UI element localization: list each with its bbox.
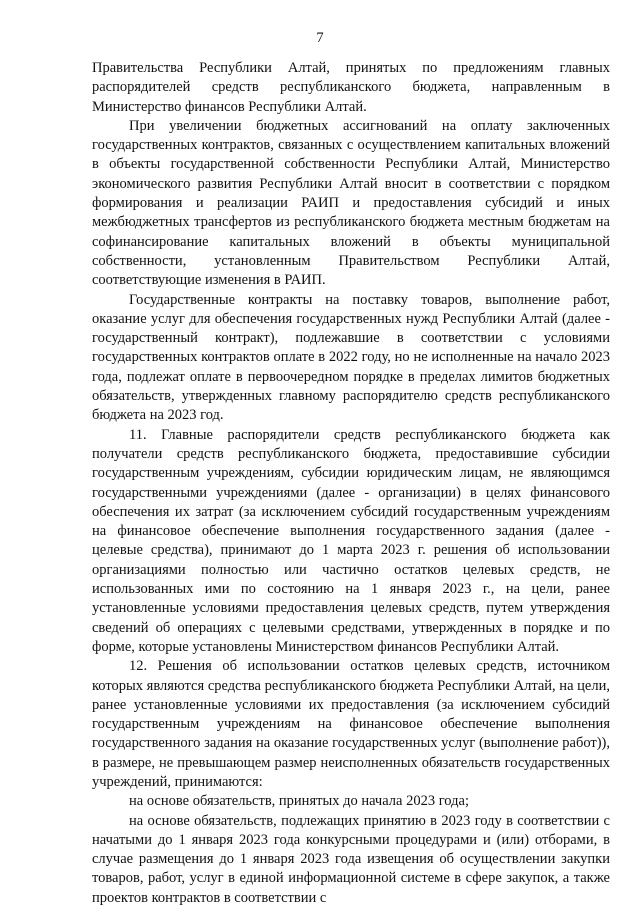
paragraph-budget-increase: При увеличении бюджетных ассигнований на оплату заключенных государственных контрактов, связанных с осуществлением капитальных вложений в объекты государственной собственности Республики Алтай, Министерство экономического развития Республики Алтай вносит в соответствии с порядком формирования и реализации РАИП и предоставления субсидий и иных межбюджетных трансфертов из республиканского бюджета местным бюджетам на софинансирование капитальных вложений в объекты муниципальной собственности, установленным Правительством Республики Алтай, соответствующие изменения в РАИП. [92, 117, 610, 289]
paragraph-item-12-basis-1: на основе обязательств, принятых до начала 2023 года; [129, 793, 469, 810]
page-number: 7 [316, 30, 324, 46]
paragraph-state-contracts: Государственные контракты на поставку товаров, выполнение работ, оказание услуг для обеспечения государственных нужд Республики Алтай (далее - государственный контракт), подлежавшие в соответствии с условиями государственных контрактов оплате в 2022 году, но не исполненные на начало 2023 года, подлежат оплате в первоочередном порядке в пределах лимитов бюджетных обязательств, утвержденных главному распорядителю средств республиканского бюджета на 2023 год. [92, 291, 610, 424]
paragraph-item-12-basis-2: на основе обязательств, подлежащих принятию в 2023 году в соответствии с начатыми до 1 января 2023 года конкурсными процедурами и (или) отборами, в случае размещения до 1 января 2023 года извещения об осуществлении закупки товаров, работ, услуг в единой информационной системе в сфере закупок, а также проектов контрактов в соответствии с [92, 812, 610, 906]
paragraph-item-12: 12. Решения об использовании остатков целевых средств, источником которых являются средства республиканского бюджета Республики Алтай, на цели, ранее установленные условиями их предоставления (за исключением субсидий государственным учреждениям на финансовое обеспечение выполнения государственного задания на оказание государственных услуг (выполнение работ)), в размере, не превышающем размер неисполненных обязательств государственных учреждений, принимаются: [92, 658, 610, 790]
paragraph-continuation: Правительства Республики Алтай, принятых по предложениям главных распорядителей средств республиканского бюджета, направленным в Министерство финансов Республики Алтай. [92, 60, 610, 115]
paragraph-item-11: 11. Главные распорядители средств республиканского бюджета как получатели средств республиканского бюджета, предоставившие субсидии государственным учреждениям, субсидии юридическим лицам, не являющимся государственными учреждениями (далее - организации) в целях финансового обеспечения их затрат (за исключением субсидий государственным учреждениям на финансовое обеспечение выполнения государственного задания (далее - целевые средства), принимают до 1 марта 2023 г. решения об использовании организациями полностью или частично остатков целевых средств, не использованных ими по состоянию на 1 января 2023 г., на цели, ранее установленные условиями предоставления целевых средств, путем утверждения сведений об операциях с целевыми средствами, утвержденных в порядке и по форме, которые установлены Министерством финансов Республики Алтай. [92, 426, 610, 655]
document-body [92, 59, 610, 908]
